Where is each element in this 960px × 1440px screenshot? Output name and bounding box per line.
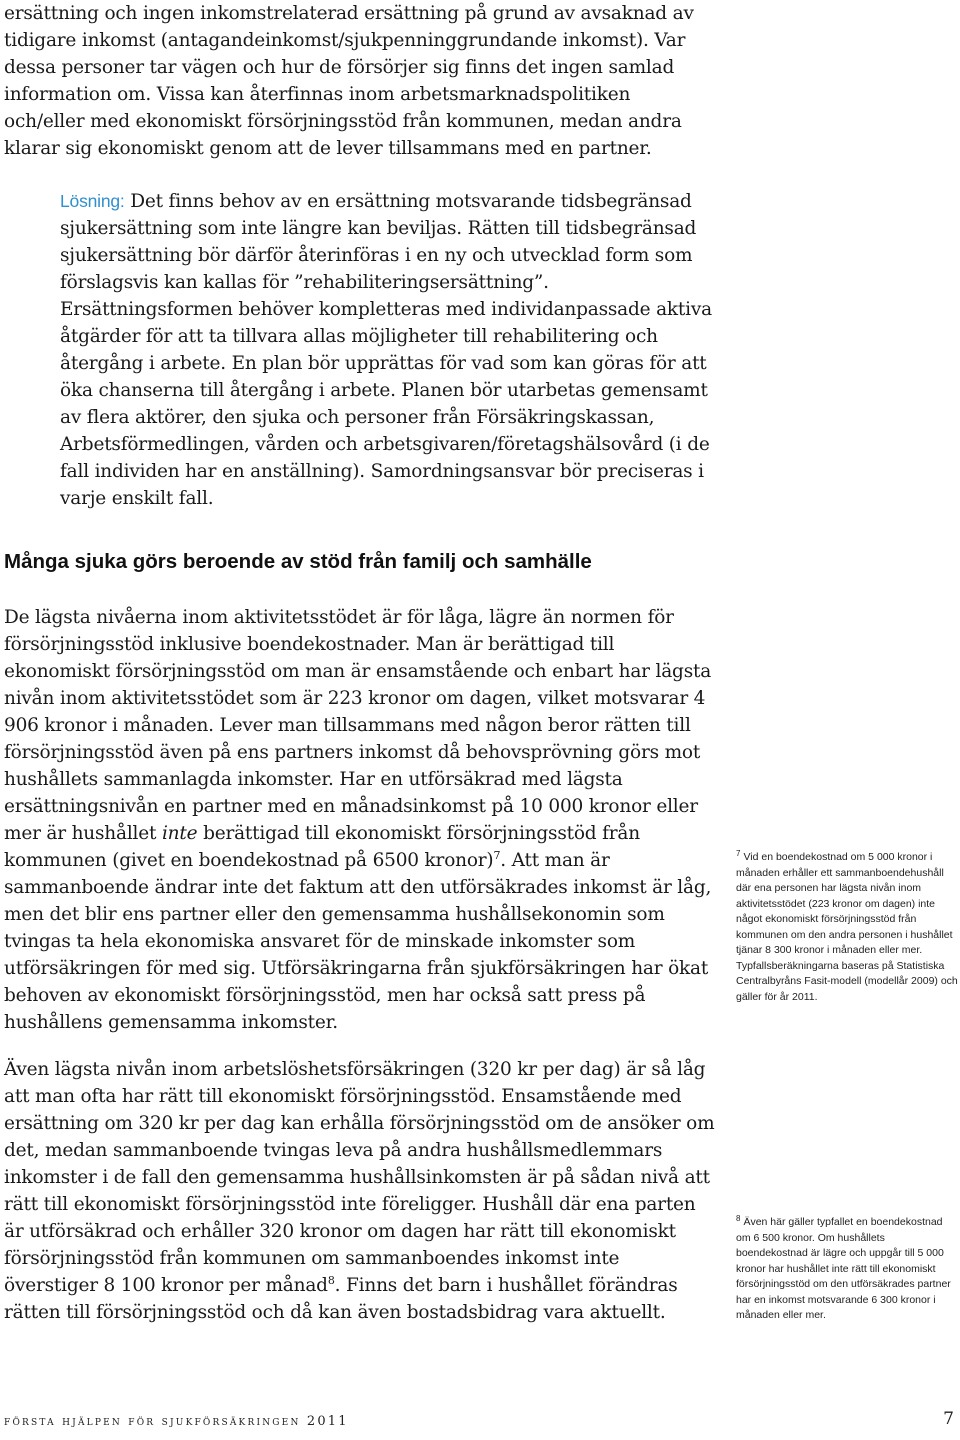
paragraph-text: De lägsta nivåerna inom aktivitetsstödet är för låga, lägre än normen för försörjningsstöd inklusive boendekostnader. Man är berättigad till ekonomiskt försörjningsstöd om man är ensamstående och enbart har lägsta nivån inom aktivitetsstödet som är 223 kronor om dagen, vilket motsvarar 4 906 kronor i månaden. Lever man tillsammans med någon beror rätten till försörjningsstöd även på ens partners inkomst då behovsprövning görs mot hushållets sammanlagda inkomster. Har en utförsäkrad med lägsta ersättningsnivån en partner med en månadsinkomst på 10 000 kronor eller mer är hushållet (4, 607, 712, 844)
paragraph-text: . Finns det barn i hushållet förändras rätten till försörjningsstöd och då kan även bostadsbidrag vara aktuellt. (4, 1275, 678, 1323)
page-number: 7 (943, 1409, 954, 1429)
footnote-7 (736, 850, 958, 1005)
section-paragraph-1 (4, 604, 716, 1036)
emphasis-text: inte (161, 823, 198, 844)
solution-paragraph (60, 188, 716, 512)
paragraph-text: berättigad till ekonomiskt försörjningsstöd från kommunen (givet en boendekostnad på 6500 kronor) (4, 823, 640, 871)
intro-paragraph: ersättning och ingen inkomstrelaterad ersättning på grund av avsaknad av tidigare inkomst (antagandeinkomst/sjukpenninggrundande inkomst). Var dessa personer tar vägen och hur de försörjer sig finns det ingen samlad information om. Vissa kan återfinnas inom arbetsmarknadspolitiken och/eller med ekonomiskt försörjningsstöd från kommunen, medan andra klarar sig ekonomiskt genom att de lever tillsammans med en partner. (4, 3, 694, 159)
footnote-8 (736, 1215, 958, 1324)
footnote-number: 8 (736, 1214, 741, 1223)
footnote-text: Även här gäller typfallet en boendekostnad om 6 500 kronor. Om hushållets boendekostnad är lägre och uppgår till 5 000 kronor har hushållet inte rätt till ekonomiskt försörjningsstöd om den utförsäkrades partner har en inkomst motsvarande 6 300 kronor i månaden eller mer. (736, 1216, 951, 1321)
solution-label: Lösning: (60, 191, 125, 211)
footnote-ref-7[interactable]: 7 (493, 849, 501, 862)
paragraph-text: . Att man är sammanboende ändrar inte det faktum att den utförsäkrades inkomst är låg, men det blir ens partner eller den gemensamma hushållsekonomin som tvingas ta hela ekonomiska ansvaret för de minskade inkomster som utförsäkringen för med sig. Utförsäkringarna från sjukförsäkringen har ökat behoven av ekonomiskt försörjningsstöd, men har också satt press på hushållens gemensamma inkomster. (4, 850, 712, 1033)
paragraph-text: Även lägsta nivån inom arbetslöshetsförsäkringen (320 kr per dag) är så låg att man ofta har rätt till ekonomiskt försörjningsstöd. Ensamstående med ersättning om 320 kr per dag kan erhålla försörjningsstöd om de ansöker om det, medan sammanboende tvingas leva på andra hushållsmedlemmars inkomster i de fall den gemensamma hushållsinkomsten är på sådan nivå att rätt till ekonomiskt försörjningsstöd inte föreligger. Hushåll där ena parten är utförsäkrad och erhåller 320 kronor om dagen har rätt till ekonomiskt försörjningsstöd från kommunen om sammanboendes inkomst inte överstiger 8 100 kronor per månad (4, 1059, 715, 1296)
solution-text: Det finns behov av en ersättning motsvarande tidsbegränsad sjukersättning som inte längre kan beviljas. Rätten till tidsbegränsad sjukersättning bör därför återinföras i en ny och utvecklad form som förslagsvis kan kallas för ”rehabiliteringsersättning”. Ersättningsformen behöver kompletteras med individanpassade aktiva åtgärder för att ta tillvara allas möjligheter till rehabilitering och återgång i arbete. En plan bör upprättas för vad som kan göras för att öka chanserna till återgång i arbete. Planen bör utarbetas gemensamt av flera aktörer, den sjuka och personer från Försäkringskassan, Arbetsförmedlingen, vården och arbetsgivaren/företagshälsovård (i de fall individen har en anställning). Samordningsansvar bör preciseras i varje enskilt fall. (60, 191, 712, 509)
footnote-ref-8[interactable]: 8 (327, 1274, 335, 1287)
section-heading: Många sjuka görs beroende av stöd från familj och samhälle (4, 550, 592, 573)
section-paragraph-2 (4, 1056, 716, 1326)
running-footer-title: första hjälpen för sjukförsäkringen 2011 (4, 1414, 349, 1429)
footnote-number: 7 (736, 849, 741, 858)
footnote-text: Vid en boendekostnad om 5 000 kronor i månaden erhåller ett sammanboendehushåll där ena personen har lägsta nivån inom aktivitetsstödet (223 kronor om dagen) inte något ekonomiskt försörjningsstöd från kommunen om den andra personen i hushållet tjänar 8 300 kronor i månaden eller mer. Typfallsberäkningarna baseras på Statistiska Centralbyråns Fasit-modell (modellår 2009) och gäller för år 2011. (736, 851, 958, 1003)
